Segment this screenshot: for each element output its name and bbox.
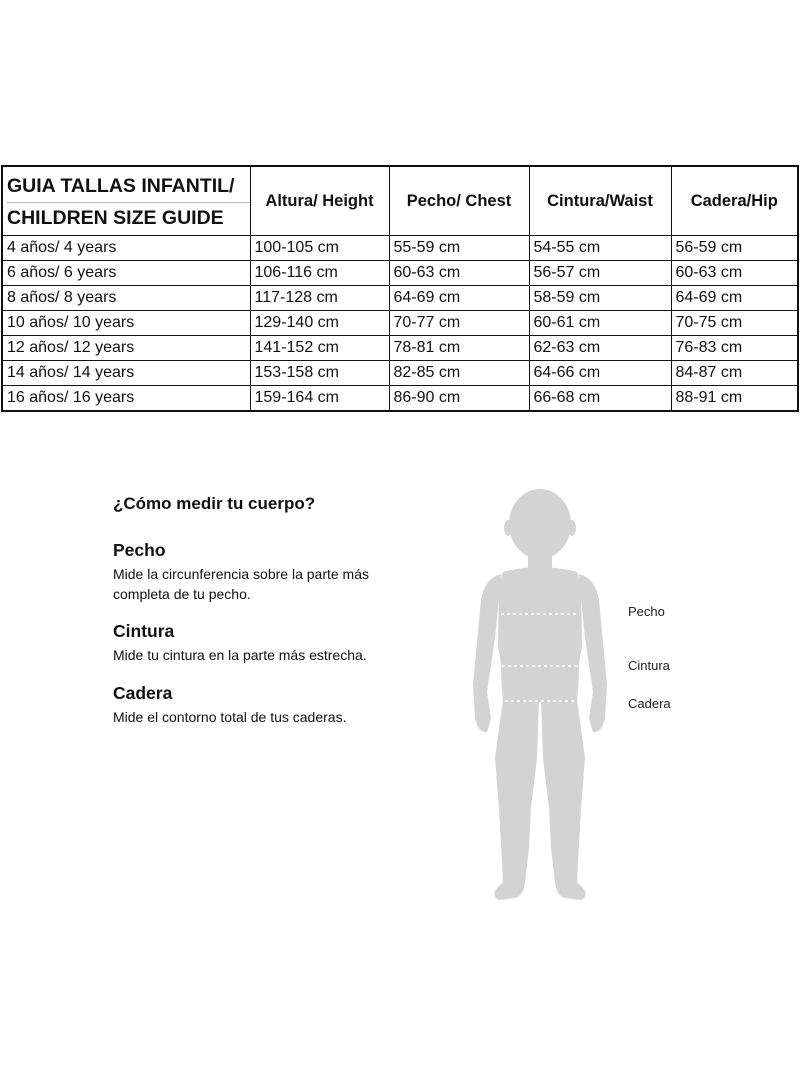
table-header-row — [2, 166, 798, 236]
cell-height: 117-128 cm — [250, 286, 389, 311]
guide-desc-hip: Mide el contorno total de tus caderas. — [113, 709, 347, 725]
table-row — [2, 236, 798, 261]
figure-label-chest: Pecho — [628, 604, 665, 619]
cell-hip: 64-69 cm — [671, 286, 798, 311]
table-row — [2, 386, 798, 412]
size-guide-table — [1, 165, 799, 412]
cell-age: 14 años/ 14 years — [2, 361, 250, 386]
header-chest: Pecho/ Chest — [389, 166, 529, 236]
cell-hip: 60-63 cm — [671, 261, 798, 286]
cell-age: 6 años/ 6 years — [2, 261, 250, 286]
figure-label-hip: Cadera — [628, 696, 671, 711]
cell-waist: 62-63 cm — [529, 336, 671, 361]
table-title — [2, 166, 250, 236]
cell-waist: 64-66 cm — [529, 361, 671, 386]
guide-heading-waist: Cintura — [113, 621, 175, 641]
header-hip: Cadera/Hip — [671, 166, 798, 236]
guide-desc-waist: Mide tu cintura en la parte más estrecha. — [113, 647, 367, 663]
cell-chest: 55-59 cm — [389, 236, 529, 261]
header-height: Altura/ Height — [250, 166, 389, 236]
cell-height: 100-105 cm — [250, 236, 389, 261]
cell-height: 141-152 cm — [250, 336, 389, 361]
cell-height: 129-140 cm — [250, 311, 389, 336]
table-row — [2, 361, 798, 386]
cell-waist: 58-59 cm — [529, 286, 671, 311]
figure-label-waist: Cintura — [628, 658, 670, 673]
table-row — [2, 261, 798, 286]
cell-hip: 56-59 cm — [671, 236, 798, 261]
cell-height: 106-116 cm — [250, 261, 389, 286]
header-waist: Cintura/Waist — [529, 166, 671, 236]
cell-age: 16 años/ 16 years — [2, 386, 250, 412]
cell-waist: 66-68 cm — [529, 386, 671, 412]
cell-chest: 60-63 cm — [389, 261, 529, 286]
cell-waist: 54-55 cm — [529, 236, 671, 261]
body-silhouette-icon — [465, 488, 615, 908]
table-row — [2, 336, 798, 361]
table-row — [2, 286, 798, 311]
cell-hip: 70-75 cm — [671, 311, 798, 336]
guide-desc-chest: Mide la circunferencia sobre la parte más completa de tu pecho. — [113, 566, 370, 602]
cell-chest: 70-77 cm — [389, 311, 529, 336]
cell-chest: 82-85 cm — [389, 361, 529, 386]
cell-height: 153-158 cm — [250, 361, 389, 386]
cell-age: 4 años/ 4 years — [2, 236, 250, 261]
cell-height: 159-164 cm — [250, 386, 389, 412]
cell-waist: 60-61 cm — [529, 311, 671, 336]
guide-heading-hip: Cadera — [113, 683, 173, 703]
cell-chest: 78-81 cm — [389, 336, 529, 361]
cell-chest: 86-90 cm — [389, 386, 529, 412]
table-row — [2, 311, 798, 336]
cell-age: 8 años/ 8 years — [2, 286, 250, 311]
cell-hip: 88-91 cm — [671, 386, 798, 412]
cell-age: 10 años/ 10 years — [2, 311, 250, 336]
table-title-line1: GUIA TALLAS INFANTIL/ — [7, 175, 235, 197]
cell-age: 12 años/ 12 years — [2, 336, 250, 361]
guide-question: ¿Cómo medir tu cuerpo? — [113, 494, 316, 513]
cell-waist: 56-57 cm — [529, 261, 671, 286]
table-title-line2: CHILDREN SIZE GUIDE — [7, 202, 250, 234]
cell-chest: 64-69 cm — [389, 286, 529, 311]
guide-heading-chest: Pecho — [113, 540, 166, 560]
cell-hip: 84-87 cm — [671, 361, 798, 386]
cell-hip: 76-83 cm — [671, 336, 798, 361]
